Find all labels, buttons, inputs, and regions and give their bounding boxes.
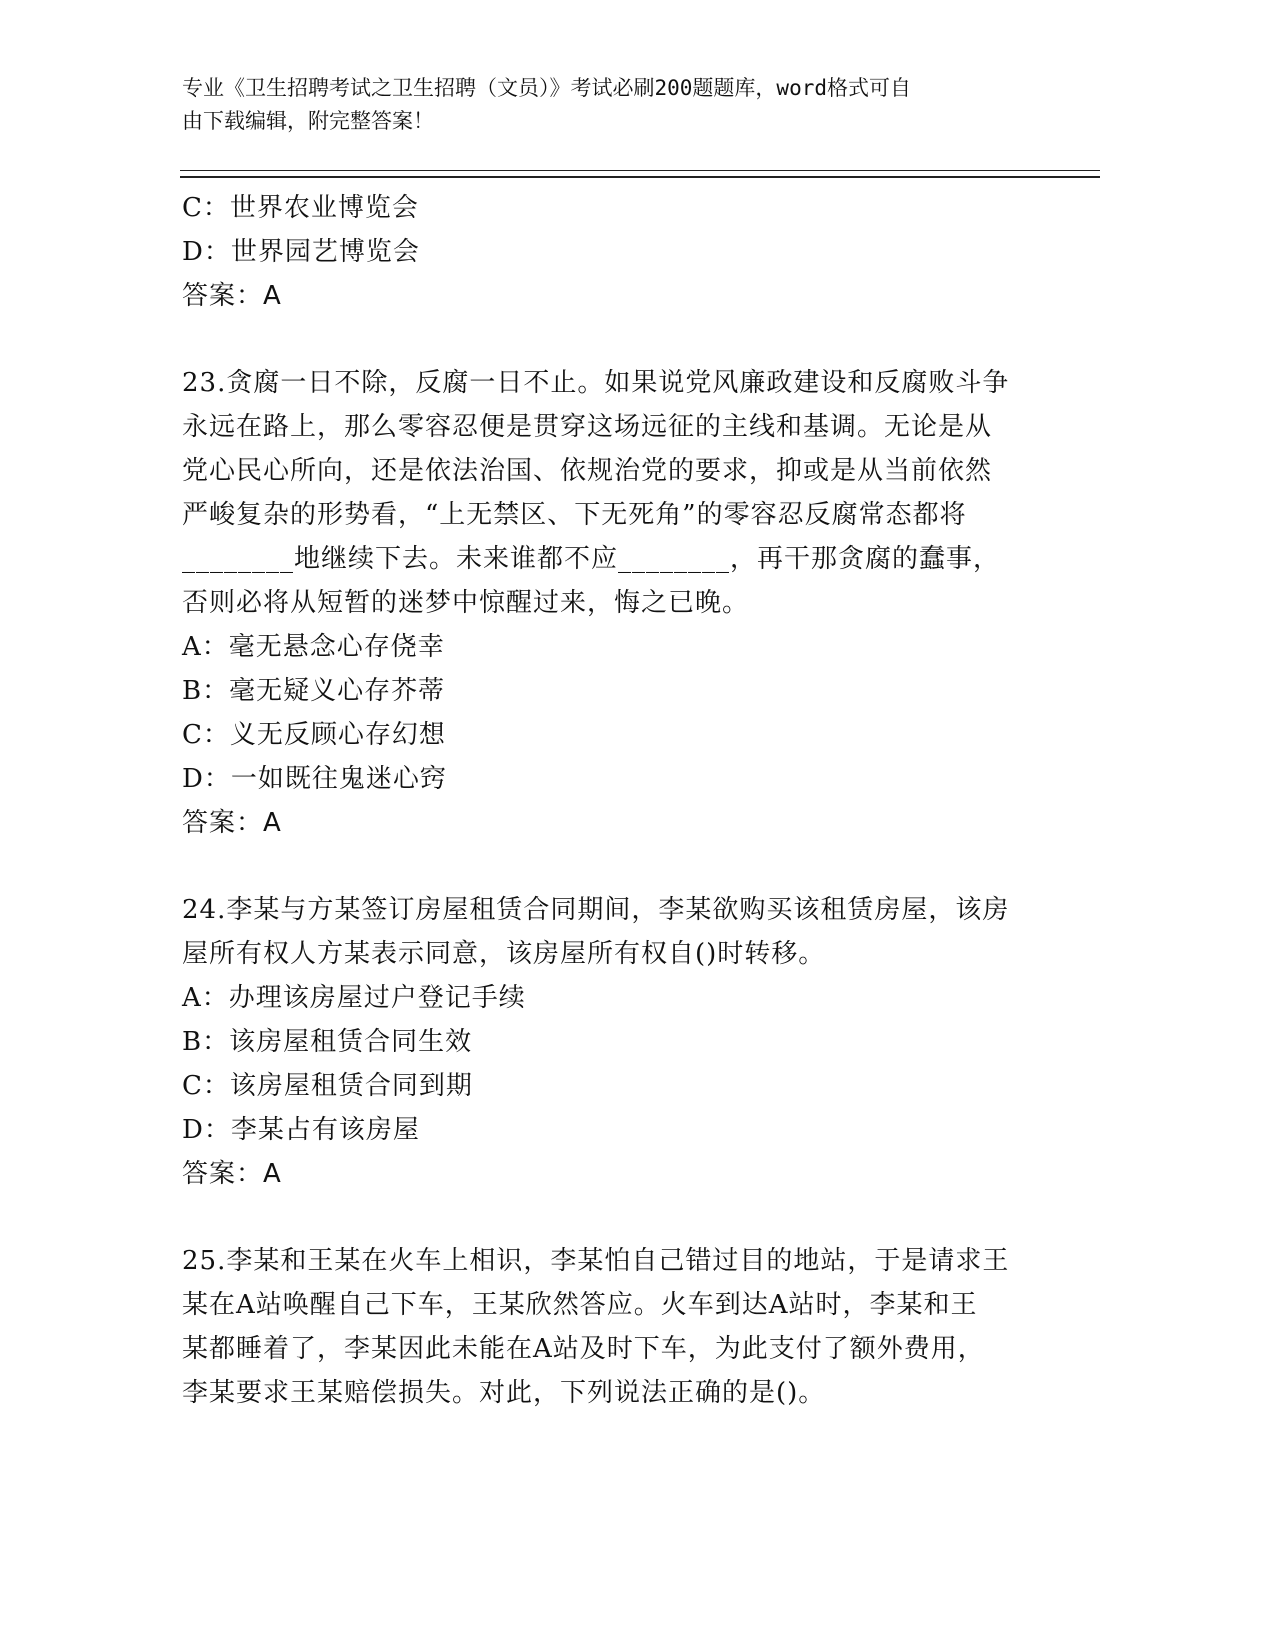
question-stem-line: 24.李某与方某签订房屋租赁合同期间，李某欲购买该租赁房屋，该房 xyxy=(182,895,1010,925)
header-line-1: 专业《卫生招聘考试之卫生招聘（文员）》考试必刷200题题库，word格式可自 xyxy=(182,76,911,100)
option-d: D：一如既往鬼迷心窍 xyxy=(182,764,447,794)
question-23 xyxy=(182,361,1082,845)
document-body xyxy=(182,186,1082,1415)
option-d: D：世界园艺博览会 xyxy=(182,237,420,267)
question-stem-line: 李某要求王某赔偿损失。对此，下列说法正确的是()。 xyxy=(182,1378,826,1408)
question-stem-line: 25.李某和王某在火车上相识，李某怕自己错过目的地站，于是请求王 xyxy=(182,1246,1010,1276)
option-c: C：义无反顾心存幻想 xyxy=(182,720,446,750)
option-c: C：该房屋租赁合同到期 xyxy=(182,1071,473,1101)
answer: 答案：A xyxy=(182,281,282,311)
header-rule-thin xyxy=(180,170,1100,171)
header-rule-thick xyxy=(180,176,1100,178)
option-c: C：世界农业博览会 xyxy=(182,193,419,223)
question-24 xyxy=(182,888,1082,1196)
spacer xyxy=(182,845,1082,888)
answer: 答案：A xyxy=(182,1159,282,1189)
question-stem-line: 23.贪腐一日不除，反腐一日不止。如果说党风廉政建设和反腐败斗争 xyxy=(182,368,1010,398)
answer: 答案：A xyxy=(182,808,282,838)
spacer xyxy=(182,1196,1082,1239)
question-stem-line: 屋所有权人方某表示同意，该房屋所有权自()时转移。 xyxy=(182,939,826,969)
header-line-2: 由下载编辑，附完整答案！ xyxy=(182,109,434,133)
question-stem-line: 否则必将从短暂的迷梦中惊醒过来，悔之已晚。 xyxy=(182,588,750,618)
option-a: A：毫无悬念心存侥幸 xyxy=(182,632,445,662)
option-a: A：办理该房屋过户登记手续 xyxy=(182,983,526,1013)
question-stem-line: 党心民心所向，还是依法治国、依规治党的要求，抑或是从当前依然 xyxy=(182,456,993,486)
spacer xyxy=(182,318,1082,361)
question-stem-line: ________地继续下去。未来谁都不应________，再干那贪腐的蠢事， xyxy=(182,544,1001,574)
option-b: B：毫无疑义心存芥蒂 xyxy=(182,676,446,706)
option-d: D：李某占有该房屋 xyxy=(182,1115,420,1145)
question-22-tail xyxy=(182,186,1082,318)
document-header xyxy=(182,72,1062,138)
question-25 xyxy=(182,1239,1082,1415)
option-b: B：该房屋租赁合同生效 xyxy=(182,1027,473,1057)
question-stem-line: 某都睡着了，李某因此未能在A站及时下车，为此支付了额外费用， xyxy=(182,1334,985,1364)
question-stem-line: 严峻复杂的形势看，“上无禁区、下无死角”的零容忍反腐常态都将 xyxy=(182,500,967,530)
question-stem-line: 永远在路上，那么零容忍便是贯穿这场远征的主线和基调。无论是从 xyxy=(182,412,993,442)
question-stem-line: 某在A站唤醒自己下车，王某欣然答应。火车到达A站时，李某和王 xyxy=(182,1290,978,1320)
